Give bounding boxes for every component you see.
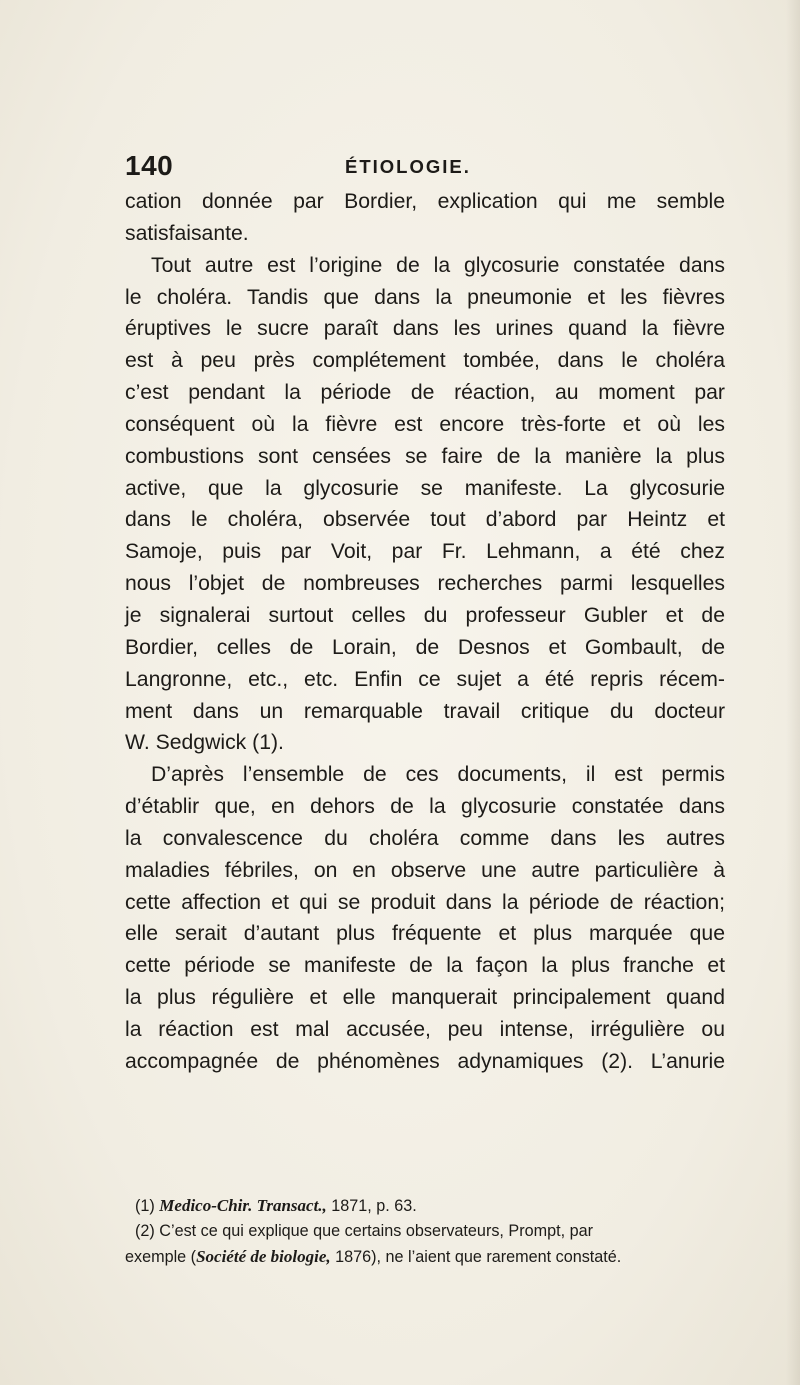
text-line: elle serait d’autant plus fréquente et plus marquée que [125,922,725,946]
footnote-marker: (2) [135,1222,155,1240]
text-line: Langronne, etc., etc. Enfin ce sujet a été repris récem- [125,667,725,691]
text-line: la convalescence du choléra comme dans les autres [125,826,725,850]
footnote-text: C’est ce qui explique que certains observateurs, Prompt, par [159,1222,593,1240]
footnote-marker: (1) [135,1197,155,1215]
text-line: la réaction est mal accusée, peu intense, irrégulière ou [125,1017,725,1041]
text-line: c’est pendant la période de réaction, au moment par [125,381,725,405]
text-line: ment dans un remarquable travail critique du docteur [125,699,725,723]
text-line: Bordier, celles de Lorain, de Desnos et Gombault, de [125,635,725,659]
footnote-citation-title: Société de biologie, [196,1247,331,1266]
text-line: je signalerai surtout celles du professeur Gubler et de [125,603,725,627]
text-line: la plus régulière et elle manquerait principalement quand [125,986,725,1010]
text-line: combustions sont censées se faire de la manière la plus [125,444,725,468]
footnote-2 [125,1219,725,1244]
footnote-text: exemple ( [125,1248,197,1266]
text-line: cette affection et qui se produit dans la période de réaction; [125,890,725,914]
text-line: est à peu près complétement tombée, dans le choléra [125,349,725,373]
text-line: le choléra. Tandis que dans la pneumonie et les fièvres [125,285,725,309]
text-line: éruptives le sucre paraît dans les urines quand la fièvre [125,317,725,341]
page-edge-shadow [786,0,800,1385]
text-line: D’après l’ensemble de ces documents, il est permis [151,763,725,787]
text-line: accompagnée de phénomènes adynamiques (2). L’anurie [125,1049,725,1073]
text-line: W. Sedgwick (1). [125,731,284,755]
text-line: Samoje, puis par Voit, par Fr. Lehmann, a été chez [125,540,725,564]
page-number: 140 [125,150,174,181]
text-line: maladies fébriles, on en observe une autre particulière à [125,858,725,882]
text-line: active, que la glycosurie se manifeste. La glycosurie [125,476,725,500]
text-line: satisfaisante. [125,221,249,245]
text-line: cation donnée par Bordier, explication qui me semble [125,190,725,213]
footnote-text: 1876), ne l’aient que rarement constaté. [335,1248,622,1266]
text-line: Tout autre est l’origine de la glycosurie constatée dans [151,253,725,277]
text-line: d’établir que, en dehors de la glycosurie constatée dans [125,795,725,819]
footnote-text: 1871, p. 63. [331,1197,417,1215]
footnote-1 [125,1193,725,1219]
text-line: conséquent où la fièvre est encore très-forte et où les [125,412,725,436]
text-line: dans le choléra, observée tout d’abord par Heintz et [125,508,725,532]
page-header [125,150,725,190]
text-line: nous l’objet de nombreuses recherches parmi lesquelles [125,572,725,596]
footnote-2-continuation [125,1244,725,1270]
text-line: cette période se manifeste de la façon la plus franche et [125,954,725,978]
body-text [125,186,725,1078]
footnotes [125,1193,725,1270]
running-head: ÉTIOLOGIE. [345,156,471,177]
footnote-citation-title: Medico-Chir. Transact., [159,1196,327,1215]
